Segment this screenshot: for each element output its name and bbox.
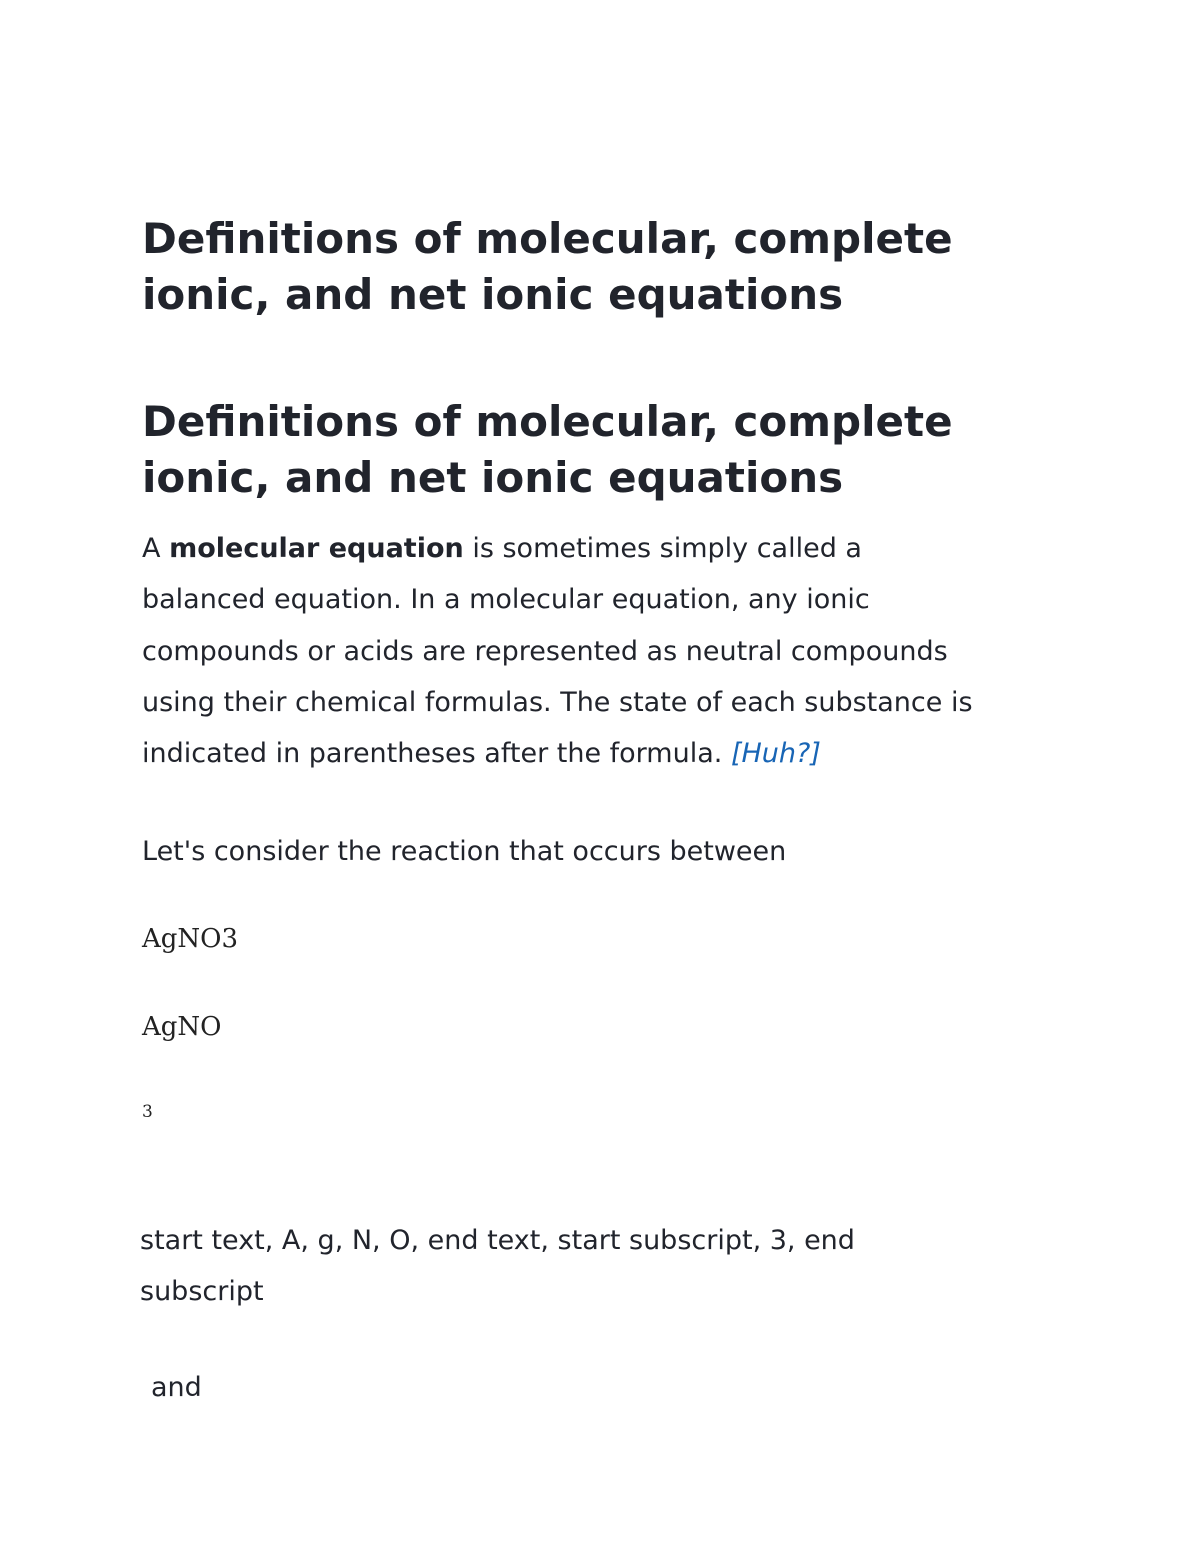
intro-line <box>142 523 973 574</box>
formula-plain: AgNO3 <box>142 924 239 954</box>
huh-help-link[interactable]: [Huh?] <box>730 738 821 770</box>
formula-speech-text <box>140 1215 855 1318</box>
consider-text: Let's consider the reaction that occurs between <box>142 836 787 867</box>
intro-line: using their chemical formulas. The state of each substance is <box>142 686 973 718</box>
formula-subscript: 3 <box>142 1102 153 1122</box>
intro-paragraph <box>142 523 973 779</box>
section-heading <box>142 394 953 506</box>
page-title-line: Definitions of molecular, complete <box>142 214 953 263</box>
conjunction-text: and <box>151 1372 202 1403</box>
molecular-equation-term: molecular equation <box>169 533 464 564</box>
speech-line: subscript <box>140 1276 264 1308</box>
intro-line <box>142 728 973 779</box>
intro-line-text: indicated in parentheses after the formula. <box>142 738 731 770</box>
intro-suffix: is sometimes simply called a <box>463 533 862 564</box>
intro-line: balanced equation. In a molecular equation, any ionic <box>142 584 870 616</box>
section-heading-line: Definitions of molecular, complete <box>142 397 953 446</box>
speech-line: start text, A, g, N, O, end text, start subscript, 3, end <box>140 1225 855 1256</box>
page-title <box>142 211 953 323</box>
intro-prefix: A <box>142 533 170 564</box>
page-title-line: ionic, and net ionic equations <box>142 270 844 319</box>
formula-base: AgNO <box>142 1012 222 1042</box>
section-heading-line: ionic, and net ionic equations <box>142 453 844 502</box>
intro-line: compounds or acids are represented as neutral compounds <box>142 635 948 667</box>
